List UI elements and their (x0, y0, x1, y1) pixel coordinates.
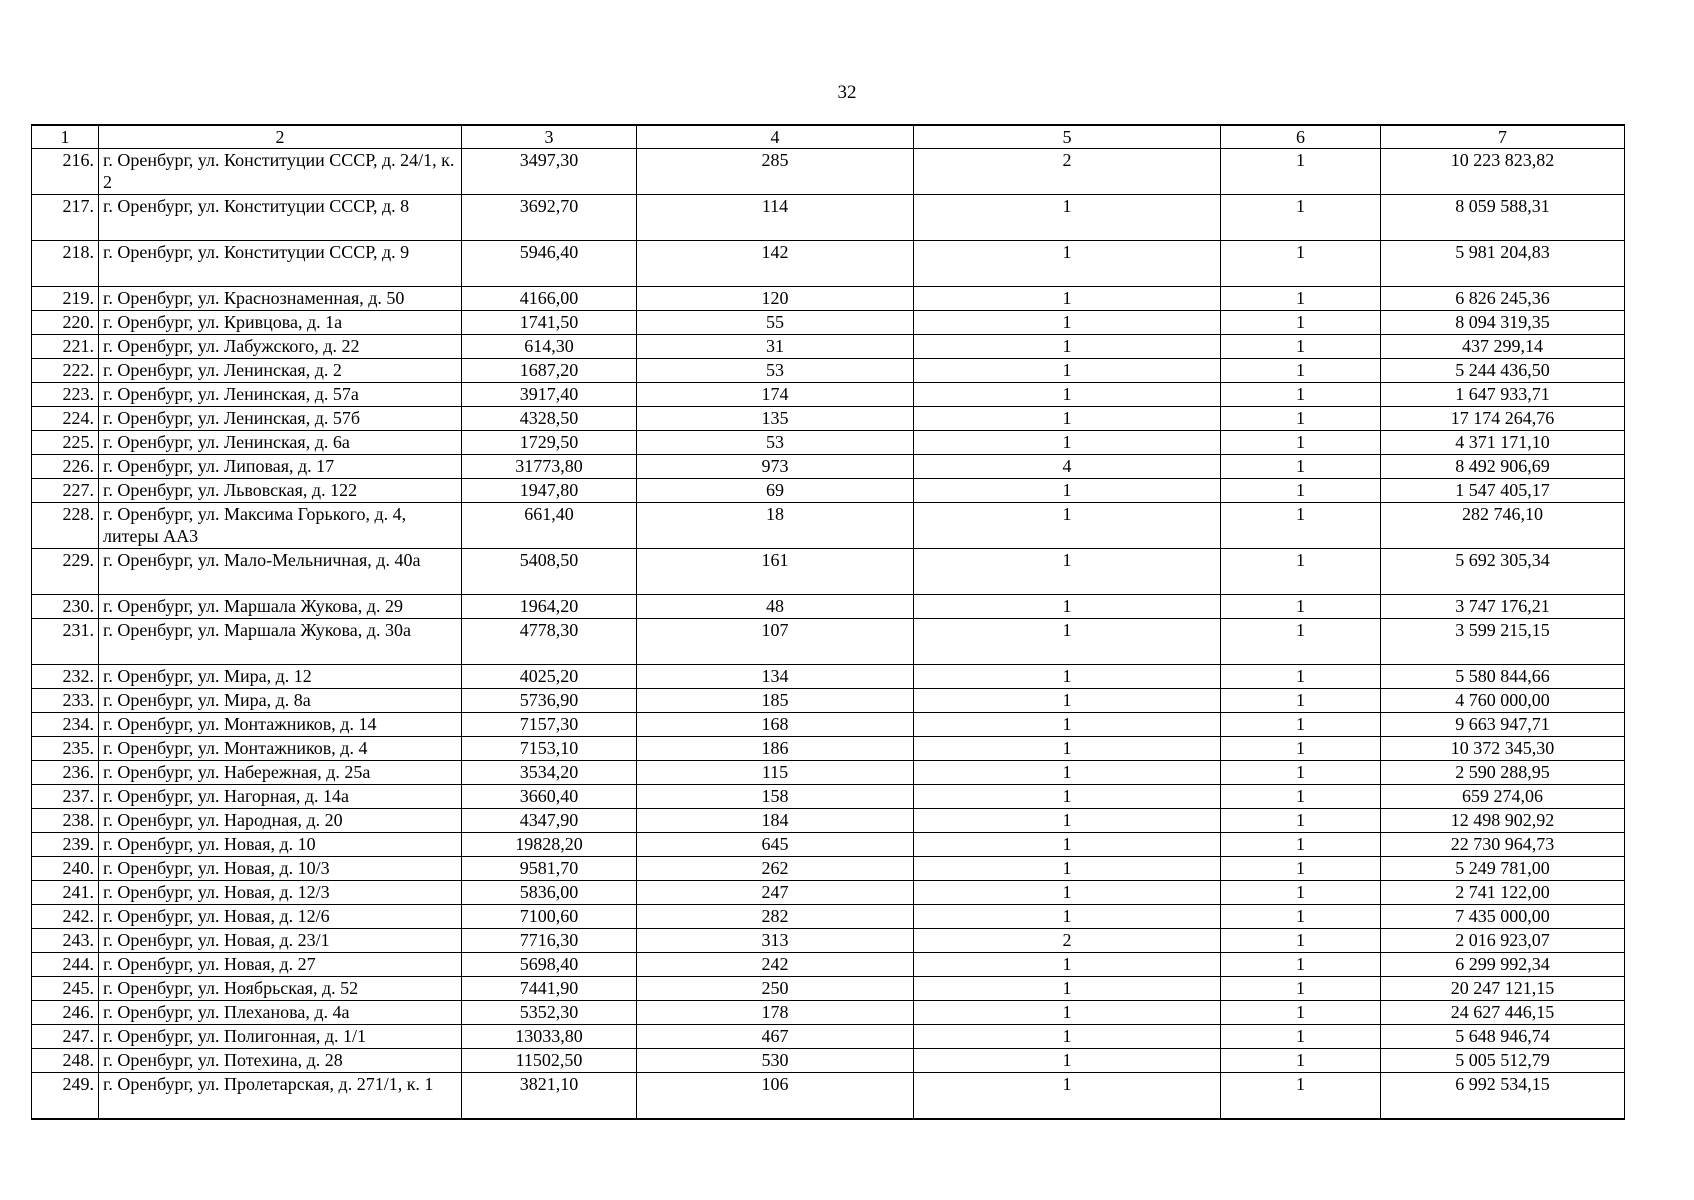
row-number-cell: 225. (32, 431, 99, 455)
table-row (32, 737, 1625, 761)
residents-cell: 247 (637, 881, 914, 905)
cost-cell: 3 747 176,21 (1381, 595, 1625, 619)
area-cell: 13033,80 (462, 1025, 637, 1049)
table-row (32, 595, 1625, 619)
address-cell: г. Оренбург, ул. Плеханова, д. 4а (99, 1001, 462, 1025)
column6-cell: 1 (1221, 383, 1381, 407)
row-number-cell: 246. (32, 1001, 99, 1025)
area-cell: 4778,30 (462, 619, 637, 665)
column6-cell: 1 (1221, 549, 1381, 595)
column5-cell: 2 (914, 149, 1221, 195)
address-cell: г. Оренбург, ул. Новая, д. 23/1 (99, 929, 462, 953)
table-row (32, 195, 1625, 241)
address-cell: г. Оренбург, ул. Конституции СССР, д. 9 (99, 241, 462, 287)
column6-cell: 1 (1221, 689, 1381, 713)
cost-cell: 5 005 512,79 (1381, 1049, 1625, 1073)
area-cell: 3497,30 (462, 149, 637, 195)
column5-cell: 1 (914, 335, 1221, 359)
table-row (32, 881, 1625, 905)
row-number-cell: 218. (32, 241, 99, 287)
column5-cell: 1 (914, 241, 1221, 287)
column5-cell: 1 (914, 503, 1221, 549)
address-cell: г. Оренбург, ул. Маршала Жукова, д. 30а (99, 619, 462, 665)
column5-cell: 1 (914, 857, 1221, 881)
column6-cell: 1 (1221, 1001, 1381, 1025)
cost-cell: 282 746,10 (1381, 503, 1625, 549)
address-cell: г. Оренбург, ул. Новая, д. 27 (99, 953, 462, 977)
area-cell: 4166,00 (462, 287, 637, 311)
address-cell: г. Оренбург, ул. Монтажников, д. 14 (99, 713, 462, 737)
cost-cell: 3 599 215,15 (1381, 619, 1625, 665)
header-cell: 6 (1221, 125, 1381, 149)
address-cell: г. Оренбург, ул. Краснознаменная, д. 50 (99, 287, 462, 311)
row-number-cell: 228. (32, 503, 99, 549)
address-cell: г. Оренбург, ул. Новая, д. 12/6 (99, 905, 462, 929)
column5-cell: 1 (914, 407, 1221, 431)
residents-cell: 31 (637, 335, 914, 359)
address-cell: г. Оренбург, ул. Потехина, д. 28 (99, 1049, 462, 1073)
table-row (32, 619, 1625, 665)
table-row (32, 241, 1625, 287)
table-row (32, 857, 1625, 881)
table-row (32, 665, 1625, 689)
column6-cell: 1 (1221, 241, 1381, 287)
area-cell: 7441,90 (462, 977, 637, 1001)
column5-cell: 1 (914, 549, 1221, 595)
residents-cell: 262 (637, 857, 914, 881)
area-cell: 5352,30 (462, 1001, 637, 1025)
cost-cell: 5 692 305,34 (1381, 549, 1625, 595)
cost-cell: 9 663 947,71 (1381, 713, 1625, 737)
area-cell: 661,40 (462, 503, 637, 549)
area-cell: 3917,40 (462, 383, 637, 407)
column6-cell: 1 (1221, 335, 1381, 359)
data-table (31, 124, 1625, 1120)
column6-cell: 1 (1221, 833, 1381, 857)
table-row (32, 431, 1625, 455)
area-cell: 1687,20 (462, 359, 637, 383)
column5-cell: 1 (914, 1073, 1221, 1120)
address-cell: г. Оренбург, ул. Мира, д. 8а (99, 689, 462, 713)
cost-cell: 6 826 245,36 (1381, 287, 1625, 311)
table-row (32, 809, 1625, 833)
residents-cell: 186 (637, 737, 914, 761)
cost-cell: 8 059 588,31 (1381, 195, 1625, 241)
residents-cell: 282 (637, 905, 914, 929)
column6-cell: 1 (1221, 761, 1381, 785)
column5-cell: 1 (914, 785, 1221, 809)
row-number-cell: 227. (32, 479, 99, 503)
column6-cell: 1 (1221, 905, 1381, 929)
residents-cell: 53 (637, 359, 914, 383)
cost-cell: 1 547 405,17 (1381, 479, 1625, 503)
residents-cell: 161 (637, 549, 914, 595)
table-row (32, 785, 1625, 809)
column6-cell: 1 (1221, 857, 1381, 881)
residents-cell: 69 (637, 479, 914, 503)
residents-cell: 120 (637, 287, 914, 311)
column5-cell: 1 (914, 665, 1221, 689)
column5-cell: 1 (914, 1049, 1221, 1073)
cost-cell: 12 498 902,92 (1381, 809, 1625, 833)
address-cell: г. Оренбург, ул. Конституции СССР, д. 24/1, к. 2 (99, 149, 462, 195)
cost-cell: 24 627 446,15 (1381, 1001, 1625, 1025)
address-cell: г. Оренбург, ул. Новая, д. 10/3 (99, 857, 462, 881)
address-cell: г. Оренбург, ул. Лабужского, д. 22 (99, 335, 462, 359)
column5-cell: 1 (914, 833, 1221, 857)
residents-cell: 115 (637, 761, 914, 785)
column6-cell: 1 (1221, 665, 1381, 689)
column5-cell: 1 (914, 595, 1221, 619)
table-row (32, 549, 1625, 595)
cost-cell: 22 730 964,73 (1381, 833, 1625, 857)
row-number-cell: 248. (32, 1049, 99, 1073)
header-cell: 4 (637, 125, 914, 149)
address-cell: г. Оренбург, ул. Львовская, д. 122 (99, 479, 462, 503)
table-row (32, 287, 1625, 311)
row-number-cell: 235. (32, 737, 99, 761)
table-row (32, 455, 1625, 479)
column5-cell: 1 (914, 287, 1221, 311)
column5-cell: 1 (914, 761, 1221, 785)
row-number-cell: 220. (32, 311, 99, 335)
header-row (32, 125, 1625, 149)
cost-cell: 10 223 823,82 (1381, 149, 1625, 195)
table-row (32, 503, 1625, 549)
cost-cell: 20 247 121,15 (1381, 977, 1625, 1001)
table-row (32, 383, 1625, 407)
address-cell: г. Оренбург, ул. Набережная, д. 25а (99, 761, 462, 785)
column6-cell: 1 (1221, 1049, 1381, 1073)
table-row (32, 311, 1625, 335)
area-cell: 5698,40 (462, 953, 637, 977)
cost-cell: 5 648 946,74 (1381, 1025, 1625, 1049)
table-row (32, 905, 1625, 929)
column5-cell: 2 (914, 929, 1221, 953)
cost-cell: 2 741 122,00 (1381, 881, 1625, 905)
cost-cell: 4 371 171,10 (1381, 431, 1625, 455)
row-number-cell: 247. (32, 1025, 99, 1049)
column6-cell: 1 (1221, 595, 1381, 619)
area-cell: 9581,70 (462, 857, 637, 881)
column5-cell: 1 (914, 431, 1221, 455)
column6-cell: 1 (1221, 713, 1381, 737)
residents-cell: 106 (637, 1073, 914, 1120)
address-cell: г. Оренбург, ул. Мира, д. 12 (99, 665, 462, 689)
address-cell: г. Оренбург, ул. Конституции СССР, д. 8 (99, 195, 462, 241)
column6-cell: 1 (1221, 929, 1381, 953)
row-number-cell: 242. (32, 905, 99, 929)
column5-cell: 1 (914, 713, 1221, 737)
residents-cell: 645 (637, 833, 914, 857)
column5-cell: 1 (914, 311, 1221, 335)
column5-cell: 1 (914, 905, 1221, 929)
column5-cell: 1 (914, 195, 1221, 241)
address-cell: г. Оренбург, ул. Народная, д. 20 (99, 809, 462, 833)
cost-cell: 659 274,06 (1381, 785, 1625, 809)
column5-cell: 1 (914, 881, 1221, 905)
residents-cell: 142 (637, 241, 914, 287)
residents-cell: 18 (637, 503, 914, 549)
area-cell: 19828,20 (462, 833, 637, 857)
cost-cell: 7 435 000,00 (1381, 905, 1625, 929)
column6-cell: 1 (1221, 195, 1381, 241)
table-row (32, 713, 1625, 737)
address-cell: г. Оренбург, ул. Ленинская, д. 2 (99, 359, 462, 383)
column6-cell: 1 (1221, 479, 1381, 503)
cost-cell: 5 244 436,50 (1381, 359, 1625, 383)
area-cell: 3660,40 (462, 785, 637, 809)
column6-cell: 1 (1221, 407, 1381, 431)
table-row (32, 359, 1625, 383)
table-row (32, 1001, 1625, 1025)
column5-cell: 1 (914, 689, 1221, 713)
row-number-cell: 231. (32, 619, 99, 665)
area-cell: 3534,20 (462, 761, 637, 785)
column6-cell: 1 (1221, 149, 1381, 195)
residents-cell: 973 (637, 455, 914, 479)
address-cell: г. Оренбург, ул. Мало-Мельничная, д. 40а (99, 549, 462, 595)
column6-cell: 1 (1221, 953, 1381, 977)
column5-cell: 1 (914, 479, 1221, 503)
column5-cell: 1 (914, 809, 1221, 833)
column6-cell: 1 (1221, 619, 1381, 665)
row-number-cell: 229. (32, 549, 99, 595)
row-number-cell: 237. (32, 785, 99, 809)
column5-cell: 4 (914, 455, 1221, 479)
area-cell: 7157,30 (462, 713, 637, 737)
residents-cell: 134 (637, 665, 914, 689)
row-number-cell: 223. (32, 383, 99, 407)
address-cell: г. Оренбург, ул. Кривцова, д. 1а (99, 311, 462, 335)
table-row (32, 689, 1625, 713)
area-cell: 7153,10 (462, 737, 637, 761)
address-cell: г. Оренбург, ул. Новая, д. 10 (99, 833, 462, 857)
table-row (32, 407, 1625, 431)
row-number-cell: 222. (32, 359, 99, 383)
row-number-cell: 221. (32, 335, 99, 359)
cost-cell: 8 492 906,69 (1381, 455, 1625, 479)
address-cell: г. Оренбург, ул. Ленинская, д. 6а (99, 431, 462, 455)
table-row (32, 1049, 1625, 1073)
address-cell: г. Оренбург, ул. Липовая, д. 17 (99, 455, 462, 479)
column5-cell: 1 (914, 953, 1221, 977)
row-number-cell: 234. (32, 713, 99, 737)
column6-cell: 1 (1221, 881, 1381, 905)
column6-cell: 1 (1221, 1025, 1381, 1049)
area-cell: 11502,50 (462, 1049, 637, 1073)
row-number-cell: 233. (32, 689, 99, 713)
cost-cell: 2 016 923,07 (1381, 929, 1625, 953)
row-number-cell: 241. (32, 881, 99, 905)
address-cell: г. Оренбург, ул. Полигонная, д. 1/1 (99, 1025, 462, 1049)
row-number-cell: 217. (32, 195, 99, 241)
column5-cell: 1 (914, 619, 1221, 665)
area-cell: 7716,30 (462, 929, 637, 953)
cost-cell: 5 981 204,83 (1381, 241, 1625, 287)
address-cell: г. Оренбург, ул. Максима Горького, д. 4, литеры АА3 (99, 503, 462, 549)
column6-cell: 1 (1221, 287, 1381, 311)
address-cell: г. Оренбург, ул. Ленинская, д. 57б (99, 407, 462, 431)
header-cell: 2 (99, 125, 462, 149)
cost-cell: 5 249 781,00 (1381, 857, 1625, 881)
address-cell: г. Оренбург, ул. Нагорная, д. 14а (99, 785, 462, 809)
cost-cell: 17 174 264,76 (1381, 407, 1625, 431)
residents-cell: 174 (637, 383, 914, 407)
cost-cell: 10 372 345,30 (1381, 737, 1625, 761)
header-cell: 7 (1381, 125, 1625, 149)
residents-cell: 467 (637, 1025, 914, 1049)
column6-cell: 1 (1221, 809, 1381, 833)
column5-cell: 1 (914, 737, 1221, 761)
row-number-cell: 224. (32, 407, 99, 431)
row-number-cell: 244. (32, 953, 99, 977)
column5-cell: 1 (914, 977, 1221, 1001)
row-number-cell: 243. (32, 929, 99, 953)
residents-cell: 158 (637, 785, 914, 809)
column5-cell: 1 (914, 1025, 1221, 1049)
table-row (32, 929, 1625, 953)
residents-cell: 178 (637, 1001, 914, 1025)
column5-cell: 1 (914, 359, 1221, 383)
area-cell: 31773,80 (462, 455, 637, 479)
table-row (32, 479, 1625, 503)
column6-cell: 1 (1221, 503, 1381, 549)
column5-cell: 1 (914, 383, 1221, 407)
address-cell: г. Оренбург, ул. Пролетарская, д. 271/1, к. 1 (99, 1073, 462, 1120)
row-number-cell: 232. (32, 665, 99, 689)
residents-cell: 114 (637, 195, 914, 241)
address-cell: г. Оренбург, ул. Новая, д. 12/3 (99, 881, 462, 905)
address-cell: г. Оренбург, ул. Ноябрьская, д. 52 (99, 977, 462, 1001)
header-cell: 1 (32, 125, 99, 149)
column6-cell: 1 (1221, 785, 1381, 809)
row-number-cell: 226. (32, 455, 99, 479)
page-number: 32 (837, 82, 857, 103)
area-cell: 3692,70 (462, 195, 637, 241)
column6-cell: 1 (1221, 455, 1381, 479)
table-row (32, 1025, 1625, 1049)
row-number-cell: 219. (32, 287, 99, 311)
row-number-cell: 238. (32, 809, 99, 833)
area-cell: 1729,50 (462, 431, 637, 455)
table-row (32, 335, 1625, 359)
column6-cell: 1 (1221, 737, 1381, 761)
row-number-cell: 236. (32, 761, 99, 785)
header-cell: 5 (914, 125, 1221, 149)
residents-cell: 250 (637, 977, 914, 1001)
table-row (32, 761, 1625, 785)
column6-cell: 1 (1221, 977, 1381, 1001)
residents-cell: 55 (637, 311, 914, 335)
cost-cell: 6 299 992,34 (1381, 953, 1625, 977)
cost-cell: 4 760 000,00 (1381, 689, 1625, 713)
row-number-cell: 216. (32, 149, 99, 195)
column6-cell: 1 (1221, 359, 1381, 383)
table-row (32, 977, 1625, 1001)
area-cell: 5408,50 (462, 549, 637, 595)
column5-cell: 1 (914, 1001, 1221, 1025)
area-cell: 3821,10 (462, 1073, 637, 1120)
cost-cell: 1 647 933,71 (1381, 383, 1625, 407)
table-row (32, 149, 1625, 195)
table-row (32, 953, 1625, 977)
residents-cell: 184 (637, 809, 914, 833)
area-cell: 5946,40 (462, 241, 637, 287)
table-row (32, 833, 1625, 857)
area-cell: 4025,20 (462, 665, 637, 689)
area-cell: 7100,60 (462, 905, 637, 929)
residents-cell: 107 (637, 619, 914, 665)
area-cell: 614,30 (462, 335, 637, 359)
cost-cell: 5 580 844,66 (1381, 665, 1625, 689)
row-number-cell: 245. (32, 977, 99, 1001)
area-cell: 1741,50 (462, 311, 637, 335)
residents-cell: 242 (637, 953, 914, 977)
cost-cell: 6 992 534,15 (1381, 1073, 1625, 1120)
address-cell: г. Оренбург, ул. Ленинская, д. 57а (99, 383, 462, 407)
cost-cell: 2 590 288,95 (1381, 761, 1625, 785)
header-cell: 3 (462, 125, 637, 149)
row-number-cell: 230. (32, 595, 99, 619)
area-cell: 5836,00 (462, 881, 637, 905)
residents-cell: 53 (637, 431, 914, 455)
column6-cell: 1 (1221, 1073, 1381, 1120)
table-row (32, 1073, 1625, 1120)
area-cell: 4347,90 (462, 809, 637, 833)
residents-cell: 285 (637, 149, 914, 195)
row-number-cell: 249. (32, 1073, 99, 1120)
residents-cell: 135 (637, 407, 914, 431)
column6-cell: 1 (1221, 431, 1381, 455)
column6-cell: 1 (1221, 311, 1381, 335)
area-cell: 1964,20 (462, 595, 637, 619)
address-cell: г. Оренбург, ул. Маршала Жукова, д. 29 (99, 595, 462, 619)
row-number-cell: 240. (32, 857, 99, 881)
residents-cell: 313 (637, 929, 914, 953)
area-cell: 5736,90 (462, 689, 637, 713)
table-body (32, 149, 1625, 1120)
address-cell: г. Оренбург, ул. Монтажников, д. 4 (99, 737, 462, 761)
cost-cell: 437 299,14 (1381, 335, 1625, 359)
cost-cell: 8 094 319,35 (1381, 311, 1625, 335)
residents-cell: 530 (637, 1049, 914, 1073)
residents-cell: 168 (637, 713, 914, 737)
residents-cell: 48 (637, 595, 914, 619)
area-cell: 4328,50 (462, 407, 637, 431)
residents-cell: 185 (637, 689, 914, 713)
area-cell: 1947,80 (462, 479, 637, 503)
row-number-cell: 239. (32, 833, 99, 857)
